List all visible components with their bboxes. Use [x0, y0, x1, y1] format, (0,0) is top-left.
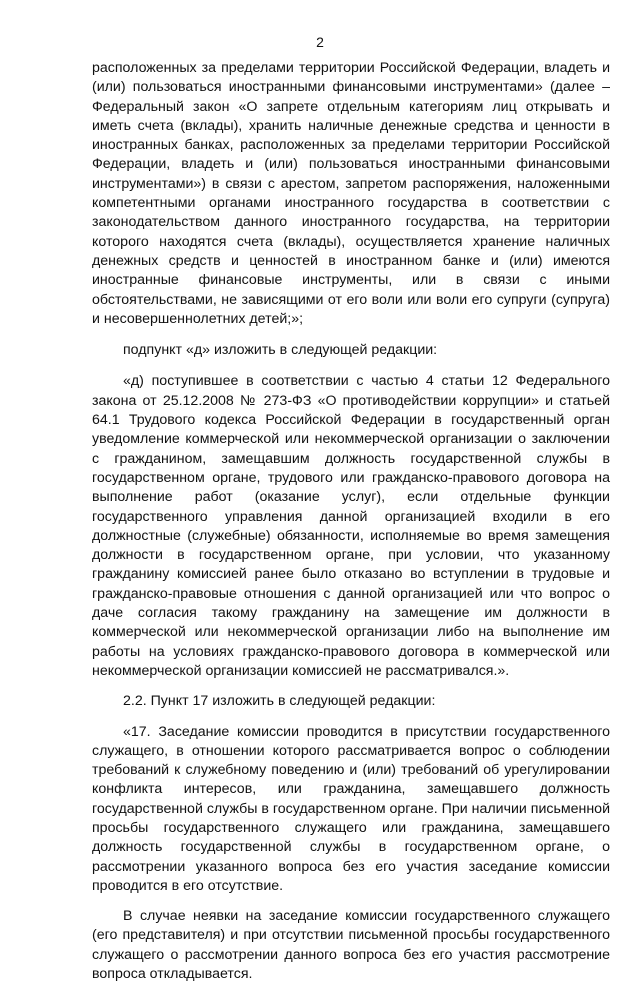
page-number: 2	[316, 34, 324, 50]
paragraph-continuation: расположенных за пределами территории Российской Федерации, владеть и (или) пользоваться иностранными финансовыми инструментами» (далее – Федеральный закон «О запрете отдельным категориям лиц открывать и иметь счета (вклады), хранить наличные денежные средства и ценности в иностранных банках, расположенных за пределами территории Российской Федерации, владеть и (или) пользоваться иностранными финансовыми инструментами») в связи с арестом, запретом распоряжения, наложенными компетентными органами иностранного государства в соответствии с законодательством данного иностранного государства, на территории которого находятся счета (вклады), осуществляется хранение наличных денежных средств и ценностей в иностранном банке и (или) имеются иностранные финансовые инструменты, или в связи с иными обстоятельствами, не зависящими от его воли или воли его супруги (супруга) и несовершеннолетних детей;»;	[92, 60, 610, 327]
paragraph-item-17-continued: В случае неявки на заседание комиссии государственного служащего (его представителя) и при отсутствии письменной просьбы государственного служащего о рассмотрении данного вопроса без его участия рассмотрение вопроса откладывается.	[92, 908, 610, 983]
paragraph-subclause-d-intro: подпункт «д» изложить в следующей редакции:	[123, 342, 438, 359]
paragraph-subclause-d: «д) поступившее в соответствии с частью 4 статьи 12 Федерального закона от 25.12.2008 № 273-ФЗ «О противодействии коррупции» и статьей 64.1 Трудового кодекса Российской Федерации в государственный орган уведомление коммерческой или некоммерческой организации о заключении с гражданином, замещавшим должность государственной службы в государственном органе, трудового или гражданско-правового договора на выполнение работ (оказание услуг), если отдельные функции государственного управления данной организацией входили в его должностные (служебные) обязанности, исполняемые во время замещения должности в государственном органе, при условии, что указанному гражданину комиссией ранее было отказано во вступлении в трудовые и гражданско-правовые отношения с данной организацией или что вопрос о даче согласия такому гражданину на замещение им должности в коммерческой или некоммерческой организации либо на выполнение им работы на условиях гражданско-правового договора в коммерческой или некоммерческой организации комиссией не рассматривался.».	[92, 373, 610, 679]
paragraph-2-2-intro: 2.2. Пункт 17 изложить в следующей редакции:	[123, 693, 436, 710]
document-body	[92, 59, 610, 984]
paragraph-item-17: «17. Заседание комиссии проводится в присутствии государственного служащего, в отношении которого рассматривается вопрос о соблюдении требований к служебному поведению и (или) требований об урегулировании конфликта интересов, или гражданина, замещавшего должность государственной службы в государственном органе. При наличии письменной просьбы государственного служащего или гражданина, замещавшего должность государственной службы в государственном органе, о рассмотрении указанного вопроса без его участия заседание комиссии проводится в его отсутствие.	[92, 723, 610, 894]
